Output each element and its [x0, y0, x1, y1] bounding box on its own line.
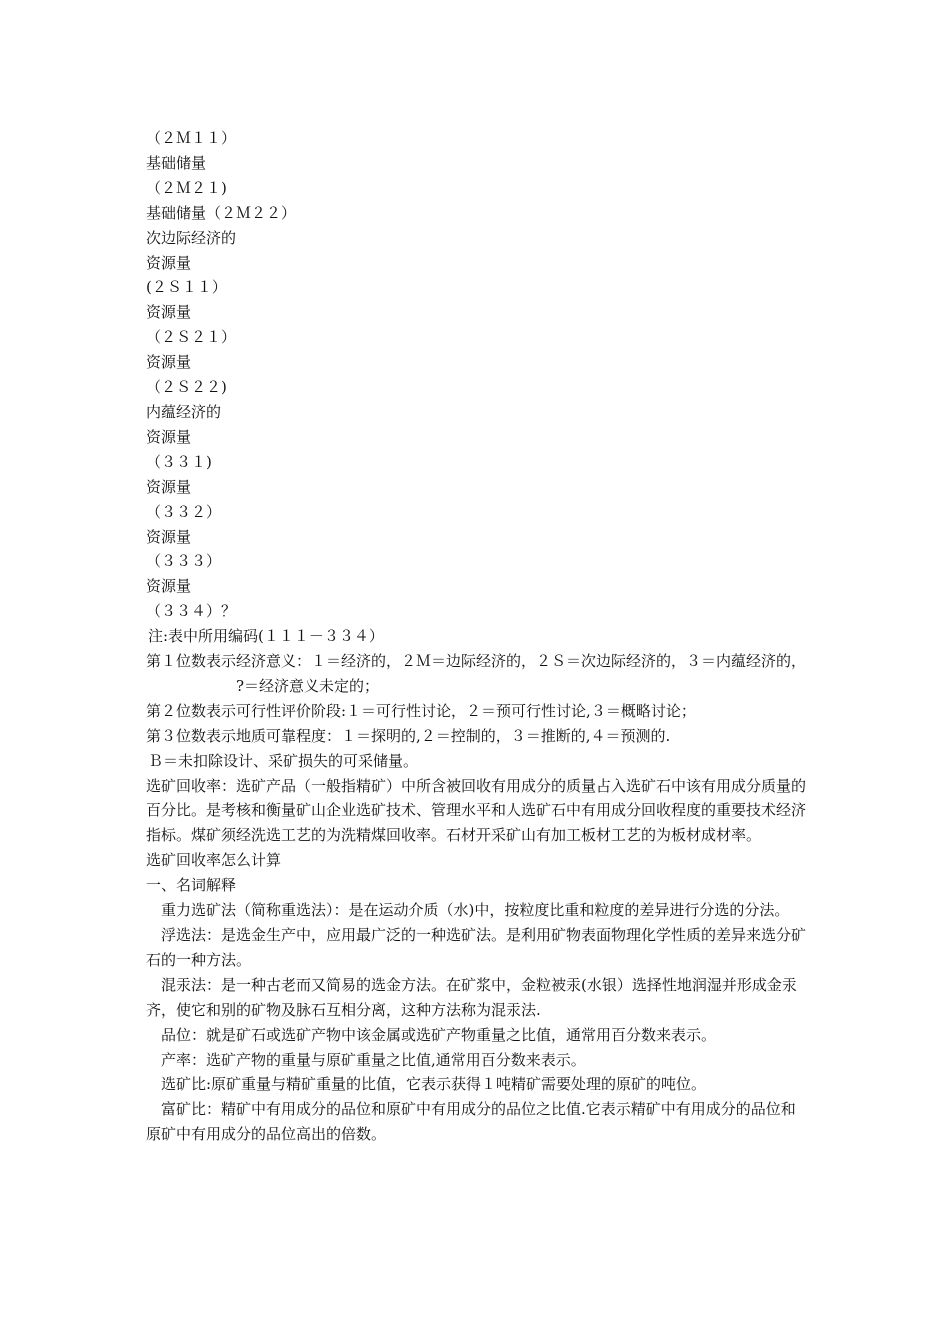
section-heading: 一、名词解释	[146, 876, 237, 895]
note-digit1-cont: ?＝经济意义未定的；	[236, 676, 380, 695]
note-digit3: 第３位数表示地质可靠程度：１＝探明的,２＝控制的，３＝推断的,４＝预测的.	[146, 726, 671, 745]
note-digit1: 第１位数表示经济意义：１＝经济的，２Ｍ＝边际经济的，２Ｓ＝次边际经济的，３＝内蕴经济的，	[146, 652, 807, 671]
text-line: 资源量	[146, 353, 192, 372]
recovery-definition: 选矿回收率：选矿产品（一般指精矿）中所含被回收有用成分的质量占入选矿石中该有用成分质量的百分比。是考核和衡量矿山企业选矿技术、管理水平和人选矿石中有用成分回收程度的重要技术经济指标。煤矿须经洗选工艺的为洗精煤回收率。石材开采矿山有加工板材工艺的为板材成材率。	[146, 776, 807, 845]
text-line: 资源量	[146, 577, 192, 596]
text-line: （３３４）？	[146, 602, 237, 621]
term-paragraph: 品位：就是矿石或选矿产物中该金属或选矿产物重量之比值，通常用百分数来表示。	[161, 1025, 717, 1044]
note-b: Ｂ＝未扣除设计、采矿损失的可采储量。	[148, 751, 419, 770]
text-line: （２Ｍ２１)	[146, 178, 227, 197]
term-paragraph: 浮选法：是选金生产中，应用最广泛的一种选矿法。是利用矿物表面物理化学性质的差异来选分矿石的一种方法。	[146, 926, 807, 969]
text-line: 资源量	[146, 427, 192, 446]
text-line: (２Ｓ１１）	[146, 278, 227, 297]
text-line: （３３３）	[146, 552, 222, 571]
text-line: 次边际经济的	[146, 228, 237, 247]
document-page	[146, 126, 810, 1147]
term-paragraph: 选矿比:原矿重量与精矿重量的比值，它表示获得１吨精矿需要处理的原矿的吨位。	[161, 1075, 707, 1094]
text-line: 基础储量（２Ｍ２２）	[146, 203, 297, 222]
text-line: （２Ｓ２２)	[146, 378, 227, 397]
text-line: 基础储量	[146, 153, 207, 172]
recovery-howto: 选矿回收率怎么计算	[146, 851, 282, 870]
text-line: 资源量	[146, 477, 192, 496]
text-line: 资源量	[146, 253, 192, 272]
note-title: 注:表中所用编码(１１１－３３４）	[148, 627, 384, 646]
term-paragraph: 混汞法：是一种古老而又简易的选金方法。在矿浆中，金粒被汞(水银）选择性地润湿并形成金汞齐，使它和别的矿物及脉石互相分离，这种方法称为混汞法.	[146, 975, 797, 1019]
term-paragraph: 产率：选矿产物的重量与原矿重量之比值,通常用百分数来表示。	[161, 1050, 586, 1069]
text-line: （３３１)	[146, 452, 212, 471]
text-line: 资源量	[146, 527, 192, 546]
term-paragraph: 重力选矿法（简称重选法）：是在运动介质（水)中，按粒度比重和粒度的差异进行分选的分法。	[161, 901, 790, 920]
note-digit2: 第２位数表示可行性评价阶段:１＝可行性讨论，２＝预可行性讨论,３＝概略讨论；	[146, 701, 696, 720]
text-line: （２Ｍ１１）	[146, 129, 237, 147]
text-line: 资源量	[146, 303, 192, 322]
text-line: 内蕴经济的	[146, 402, 222, 421]
text-line: （３３２）	[146, 502, 222, 521]
term-paragraph: 富矿比：精矿中有用成分的品位和原矿中有用成分的品位之比值.它表示精矿中有用成分的品位和原矿中有用成分的品位高出的倍数。	[146, 1100, 796, 1144]
text-line: （２Ｓ２１）	[146, 328, 237, 347]
